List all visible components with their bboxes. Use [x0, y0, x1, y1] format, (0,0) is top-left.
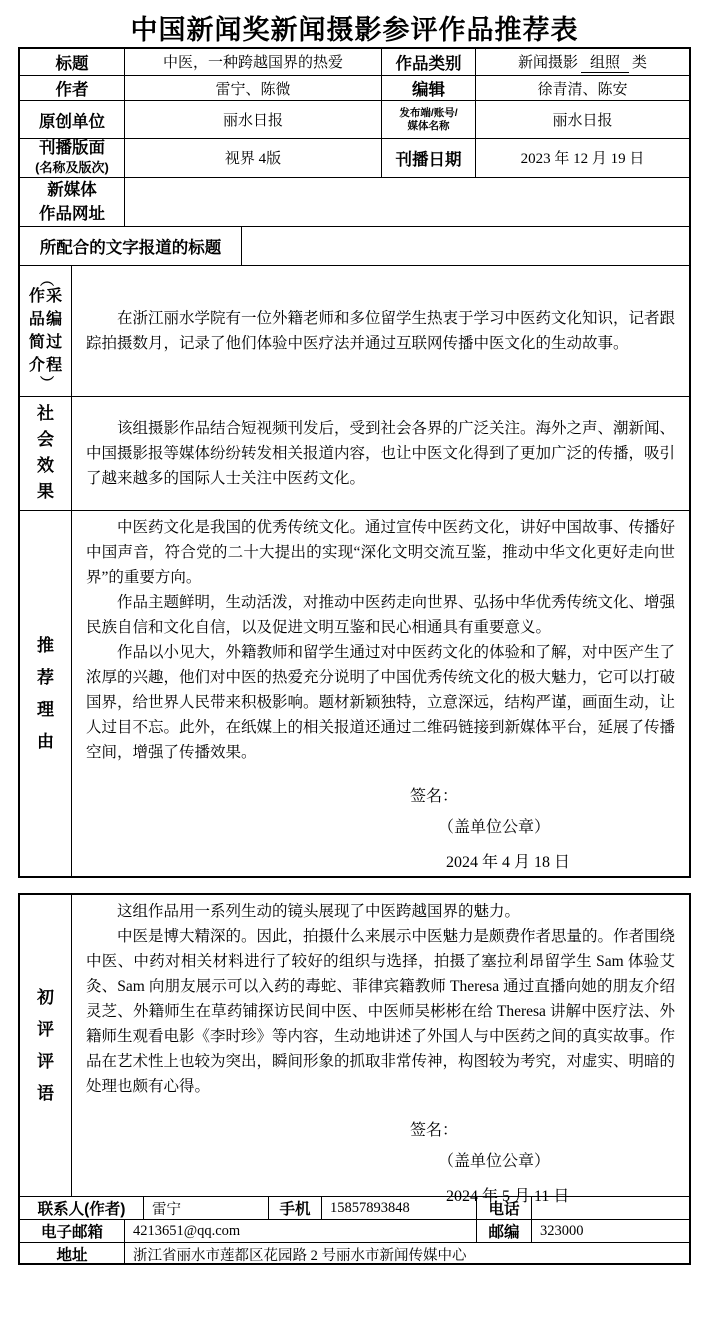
field-category-value: [476, 49, 689, 75]
table-row: [20, 49, 689, 76]
table-row: [20, 511, 689, 876]
section-recommendation-label: [20, 511, 72, 876]
table-row: [20, 1243, 689, 1265]
signature-label: 签名：: [410, 1122, 459, 1139]
review-paragraph: 中医是博大精深的。因此，拍摄什么来展示中医魅力是颇费作者思量的。作者围绕中医、中药对相关材料进行了较好的组织与选择，拍摄了塞拉利昂留学生 Sam 体验艾灸、Sam 向朋友展示可以入药的毒蛇、菲律宾籍教师 Theresa 通过直播向她的朋友介绍灵芝、外籍师生在草药铺探访民间中医、中医师吴彬彬在给 Theresa 讲解中医疗法、外籍师生观看电影《李时珍》等内容，生动地讲述了外国人与中医药之间的真实故事。作品在艺术性上也较为突出，瞬间形象的抓取非常传神，构图较为考究，对虚实、明暗的处理也颇有心得。: [86, 928, 676, 1095]
field-contact-person-label: 联系人(作者): [20, 1197, 144, 1219]
field-text-report-label: 所配合的文字报道的标题: [20, 227, 242, 265]
table-row: [20, 139, 689, 178]
field-page-label: [20, 139, 125, 177]
table-row: [20, 895, 689, 1205]
platform-label-line1: 发布端/账号/: [399, 106, 458, 119]
field-title-value: 中医，一种跨越国界的热爱: [125, 49, 382, 75]
url-label-line1: 新媒体: [47, 180, 97, 199]
signature-date: 2024 年 4 月 18 日: [446, 854, 571, 871]
field-url-label: [20, 178, 125, 227]
table-row: [20, 1220, 689, 1243]
page-label-line1: 刊播版面: [38, 138, 105, 157]
field-phone-value: [532, 1197, 689, 1219]
field-category-label: 作品类别: [382, 49, 476, 75]
field-author-label: 作者: [20, 76, 125, 101]
page-label-line2: (名称及版次): [35, 159, 109, 175]
field-date-label: 刊播日期: [382, 139, 476, 177]
field-editor-label: 编辑: [382, 76, 476, 101]
open-paren: （: [38, 272, 54, 287]
field-phone-label: 电话: [477, 1197, 532, 1219]
field-platform-value: 丽水日报: [552, 113, 613, 130]
field-mobile-value: 15857893848: [322, 1197, 477, 1219]
field-contact-person-value: 雷宁: [144, 1197, 269, 1219]
field-zip-label: 邮编: [477, 1220, 532, 1242]
field-email-label: 电子邮箱: [20, 1220, 125, 1242]
field-page-value: 视界 4版: [125, 139, 382, 177]
social-label-text: 社会效果: [36, 404, 54, 502]
section-review-text: [72, 895, 689, 1205]
category-suffix: 类: [632, 55, 648, 72]
table-row: [20, 227, 689, 266]
signature-date: 2024 年 5 月 11 日: [446, 1188, 570, 1205]
intro-label-col2: 采编过程: [46, 287, 63, 374]
section-review-label: [20, 895, 72, 1196]
close-paren: ）: [38, 375, 54, 390]
field-email-value: 4213651@qq.com: [125, 1220, 477, 1242]
page-title: 中国新闻奖新闻摄影参评作品推荐表: [130, 15, 579, 45]
platform-label-line2: 媒体名称: [407, 119, 450, 132]
section-intro-text: [72, 266, 689, 395]
social-paragraph: 该组摄影作品结合短视频刊发后，受到社会各界的广泛关注。海外之声、潮新闻、中国摄影报等媒体纷纷转发相关报道内容，也让中医文化得到了更加广泛的传播，吸引了越来越多的国际人士关注中医药文化。: [86, 419, 676, 487]
field-editor-value: 徐青清、陈安: [537, 81, 628, 98]
field-date-value: 2023 年 12 月 19 日: [520, 151, 645, 168]
review-contact-table: [18, 893, 691, 1265]
recommendation-label-text: 推荐理由: [36, 635, 54, 751]
seal-label: （盖单位公章）: [438, 1153, 551, 1170]
table-row: [20, 397, 689, 511]
section-social-text: [72, 397, 689, 510]
main-form-table: [18, 47, 691, 878]
section-intro-label: [20, 266, 72, 395]
field-zip-value: 323000: [540, 1222, 584, 1239]
table-row: [20, 178, 689, 228]
signature-label: 签名：: [410, 788, 459, 805]
recommendation-paragraph: 作品主题鲜明，生动活泼，对推动中医药走向世界、弘扬中华优秀传统文化、增强民族自信和文化自信，以及促进文明互鉴和民心相通具有重要意义。: [86, 594, 676, 636]
table-row: [20, 1197, 689, 1220]
table-row: [20, 76, 689, 102]
recommendation-signature-block: [410, 783, 675, 872]
intro-paragraph: 在浙江丽水学院有一位外籍老师和多位留学生热衷于学习中医药文化知识，记者跟踪拍摄数月，记录了他们体验中医疗法并通过互联网传播中医文化的生动故事。: [86, 309, 676, 352]
table-row: [20, 266, 689, 396]
field-mobile-label: 手机: [269, 1197, 322, 1219]
field-address-value: 浙江省丽水市莲都区花园路 2 号丽水市新闻传媒中心: [133, 1247, 467, 1264]
category-underlined-value: 组照: [581, 51, 629, 73]
section-recommendation-text: [72, 511, 689, 876]
field-text-report-value: [242, 227, 689, 265]
review-paragraph: 这组作品用一系列生动的镜头展现了中医跨越国界的魅力。: [117, 903, 521, 920]
recommendation-paragraph: 作品以小见大，外籍教师和留学生通过对中医药文化的体验和了解，对中医产生了浓厚的兴趣，他们对中医的热爱充分说明了中国优秀传统文化的极大魅力，它可以打破国界，给世界人民带来积极影响。题材新颖独特，立意深远，结构严谨，画面生动，让人过目不忘。此外，在纸媒上的相关报道还通过二维码链接到新媒体平台，延展了传播空间，增强了传播效果。: [86, 644, 676, 761]
field-title-label: 标题: [20, 49, 125, 75]
category-prefix: 新闻摄影: [517, 55, 578, 72]
intro-label-col1: 作品简介: [28, 287, 45, 374]
review-label-text: 初评评语: [36, 987, 54, 1103]
review-signature-block: [410, 1117, 675, 1206]
section-social-label: [20, 397, 72, 510]
field-platform-label: [382, 101, 476, 137]
field-origin-label: 原创单位: [20, 101, 125, 137]
recommendation-paragraph: 中医药文化是我国的优秀传统文化。通过宣传中医药文化，讲好中国故事、传播好中国声音，符合党的二十大提出的实现“深化文明交流互鉴，推动中华文化更好走向世界”的重要方向。: [86, 519, 676, 586]
field-author-value: 雷宁、陈微: [125, 76, 382, 101]
field-url-value: [125, 178, 689, 227]
table-row: [20, 101, 689, 138]
field-origin-value: 丽水日报: [125, 101, 382, 137]
url-label-line2: 作品网址: [39, 204, 105, 223]
field-address-label: 地址: [20, 1243, 125, 1265]
seal-label: （盖单位公章）: [438, 819, 551, 836]
